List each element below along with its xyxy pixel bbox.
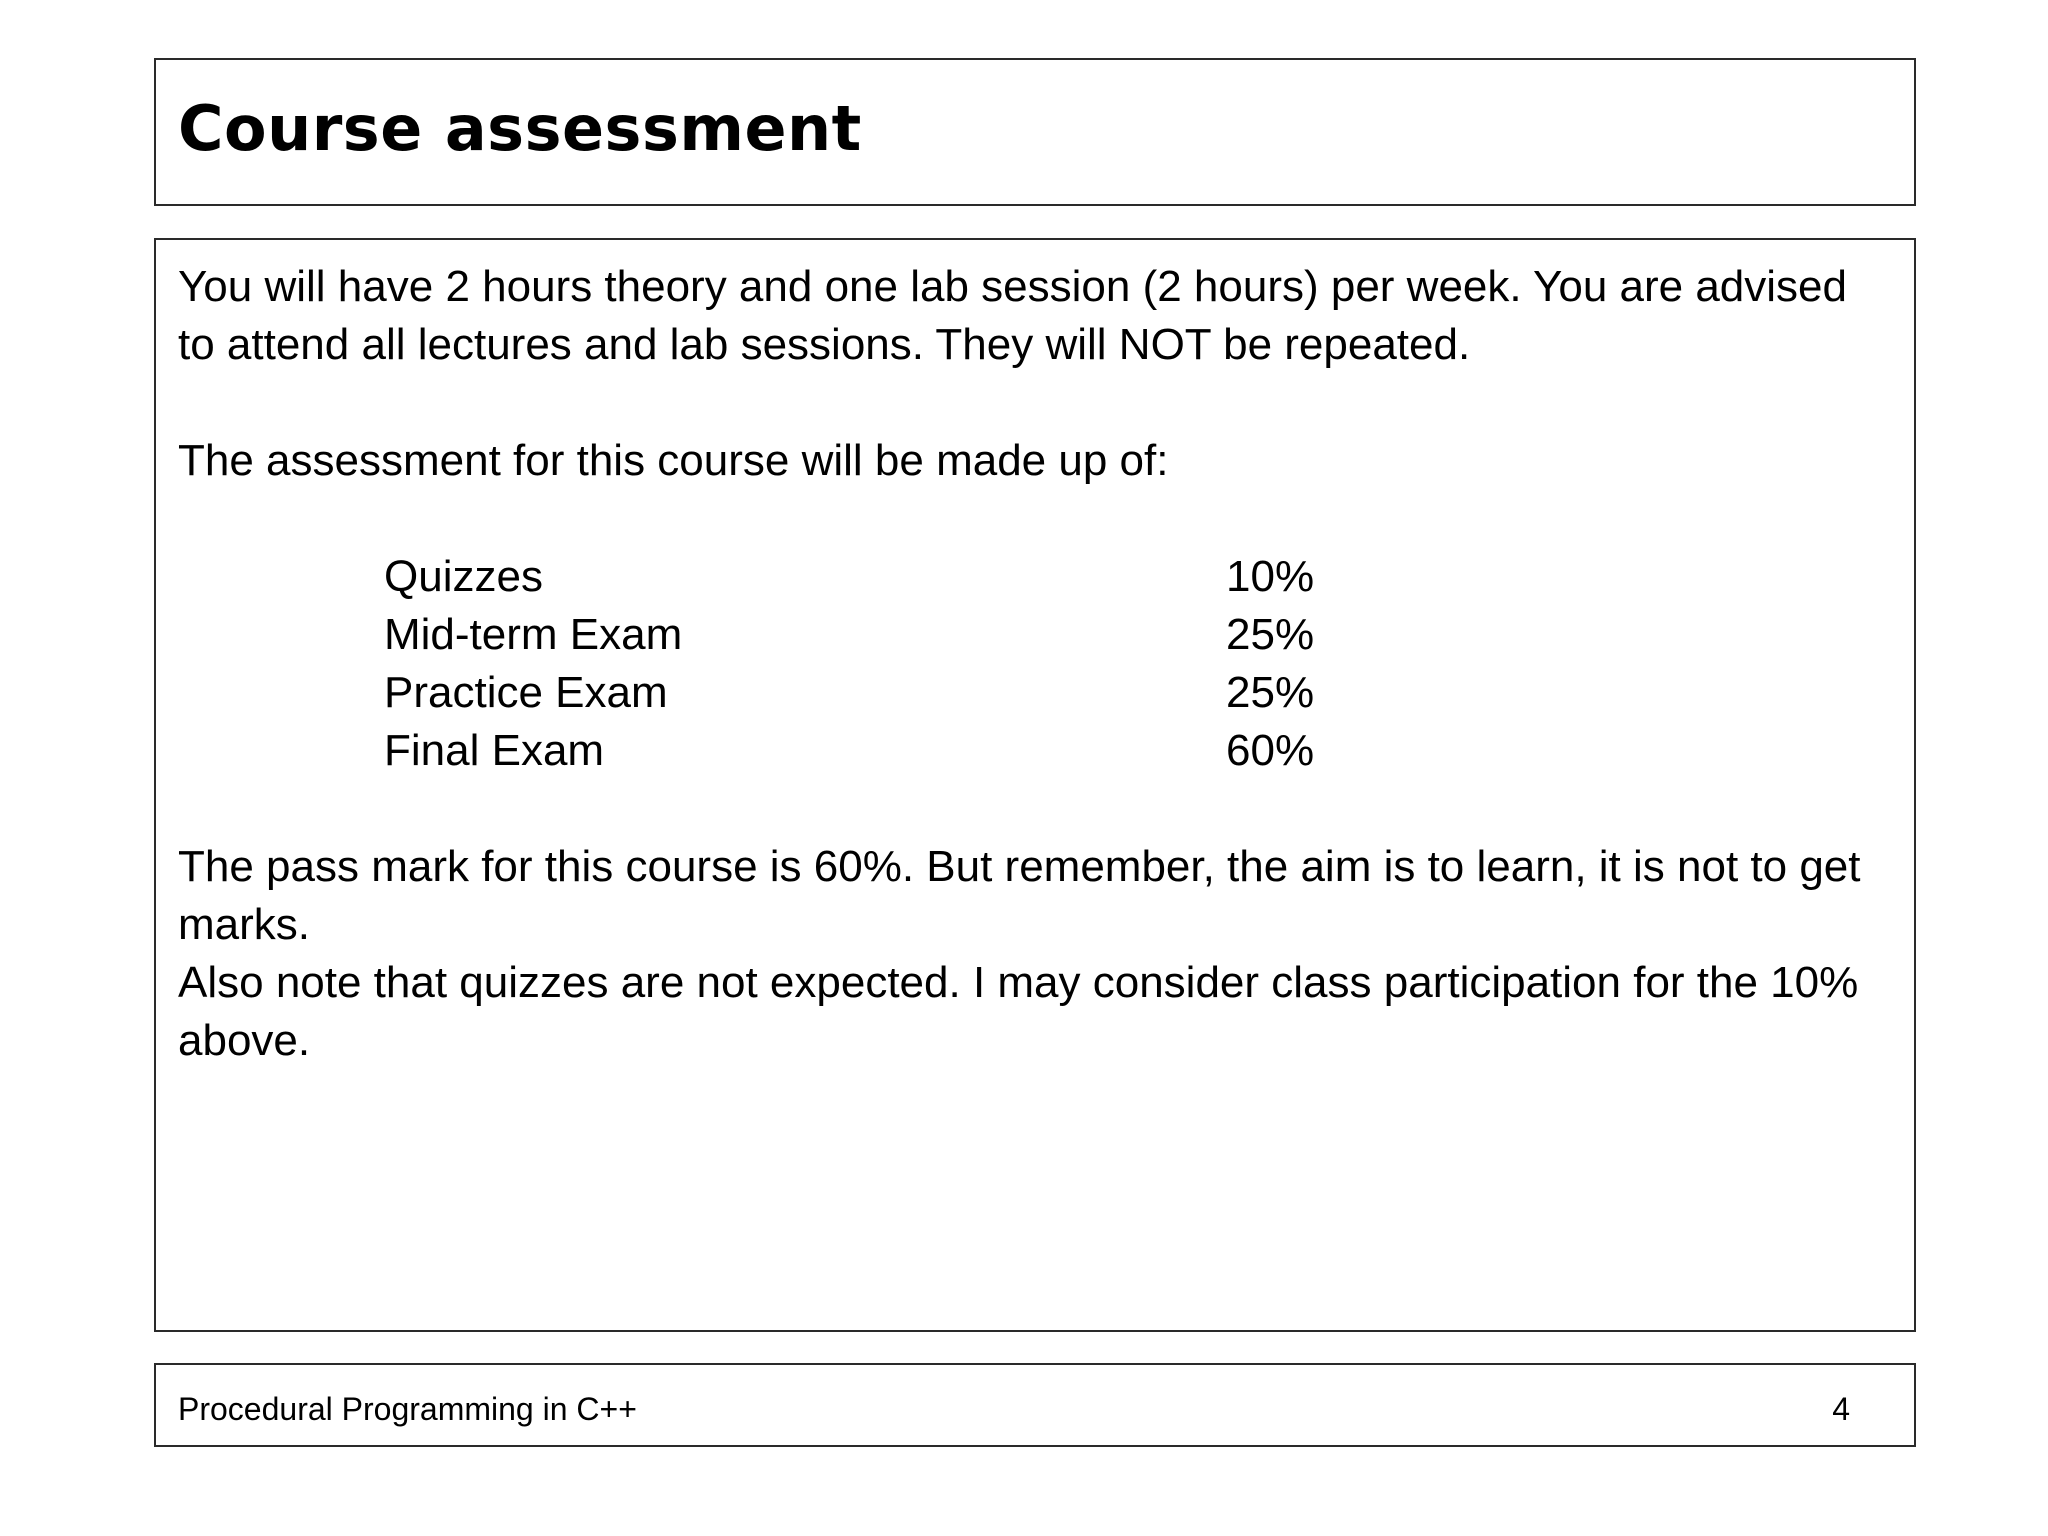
assessment-weight: 60% — [1226, 726, 1315, 775]
pass-mark-paragraph: The pass mark for this course is 60%. But remember, the aim is to learn, it is not to get marks. — [178, 842, 1861, 949]
assessment-table — [384, 548, 1874, 780]
assessment-lead-paragraph: The assessment for this course will be made up of: — [178, 436, 1169, 485]
footer-course-name: Procedural Programming in C++ — [178, 1391, 637, 1427]
assessment-row-final — [384, 722, 1874, 780]
assessment-weight: 10% — [1226, 552, 1315, 601]
assessment-row-quizzes — [384, 548, 1874, 606]
title-box — [154, 58, 1916, 206]
assessment-label: Quizzes — [384, 552, 543, 601]
slide-title: Course assessment — [178, 92, 862, 165]
assessment-row-midterm — [384, 606, 1874, 664]
footer-box — [154, 1363, 1916, 1447]
assessment-label: Practice Exam — [384, 668, 668, 717]
note-paragraph: Also note that quizzes are not expected. I may consider class participation for the 10% above. — [178, 958, 1859, 1065]
assessment-label: Final Exam — [384, 726, 605, 775]
intro-paragraph: You will have 2 hours theory and one lab session (2 hours) per week. You are advised to attend all lectures and lab sessions. They will NOT be repeated. — [178, 262, 1847, 369]
assessment-weight: 25% — [1226, 610, 1315, 659]
page-number: 4 — [1832, 1391, 1850, 1427]
assessment-weight: 25% — [1226, 668, 1315, 717]
assessment-row-practice — [384, 664, 1874, 722]
content-text — [178, 258, 1874, 1070]
assessment-label: Mid-term Exam — [384, 610, 683, 659]
content-box — [154, 238, 1916, 1332]
